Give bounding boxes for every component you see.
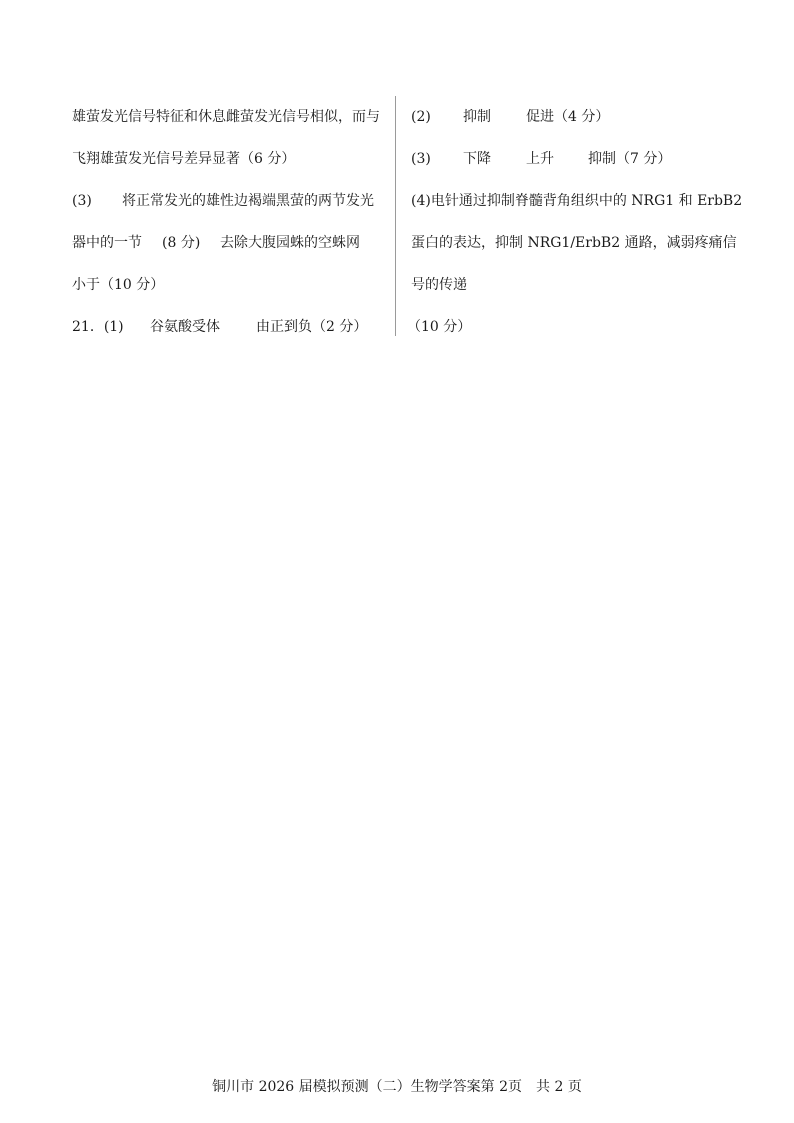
answer-text: 飞翔雄萤发光信号差异显著（6 分） <box>72 151 296 167</box>
answer-text: 蛋白的表达，抑制 NRG1/ErbB2 通路，减弱疼痛信 <box>411 235 737 251</box>
score-label: (8 分) <box>162 235 201 251</box>
answer-line <box>411 264 731 306</box>
answer-text: 去除大腹园蛛的空蛛网 <box>220 235 360 251</box>
answer-text: 器中的一节 <box>72 235 142 251</box>
answer-text: 由正到负（2 分） <box>256 319 368 335</box>
question-number: 21．(1) <box>72 319 124 335</box>
answer-line <box>72 96 384 138</box>
answer-line <box>72 180 384 222</box>
answer-line <box>411 180 743 222</box>
answer-text: 促进（4 分） <box>526 109 610 125</box>
question-number: (3) <box>411 151 431 167</box>
answer-text: 雄萤发光信号特征和休息雌萤发光信号相似，而与 <box>72 109 380 125</box>
column-divider <box>395 96 396 336</box>
answer-text: 抑制（7 分） <box>588 151 672 167</box>
answer-text: 小于（10 分） <box>72 277 165 293</box>
answer-line <box>411 138 731 180</box>
question-number: (2) <box>411 109 431 125</box>
answer-text: 号的传递 <box>411 277 467 293</box>
answer-line <box>72 306 384 348</box>
answer-line <box>411 96 731 138</box>
answer-line <box>407 306 731 348</box>
left-column <box>72 96 384 348</box>
answer-line <box>72 138 384 180</box>
answer-text: 将正常发光的雄性边褐端黑萤的两节发光 <box>122 193 374 209</box>
answer-line <box>72 222 384 264</box>
answer-line <box>411 222 737 264</box>
answer-text: 上升 <box>526 151 554 167</box>
answer-text: 谷氨酸受体 <box>150 319 220 335</box>
answer-text: 下降 <box>463 151 491 167</box>
answer-text: (4)电针通过抑制脊髓背角组织中的 NRG1 和 ErbB2 <box>411 193 743 209</box>
score-label: （10 分） <box>407 319 472 335</box>
question-number: (3) <box>72 193 92 209</box>
right-column <box>407 96 743 348</box>
answer-text: 抑制 <box>463 109 491 125</box>
answer-line <box>72 264 384 306</box>
page-footer: 铜川市 2026 届模拟预测（二）生物学答案第 2页 共 2 页 <box>212 1079 582 1095</box>
